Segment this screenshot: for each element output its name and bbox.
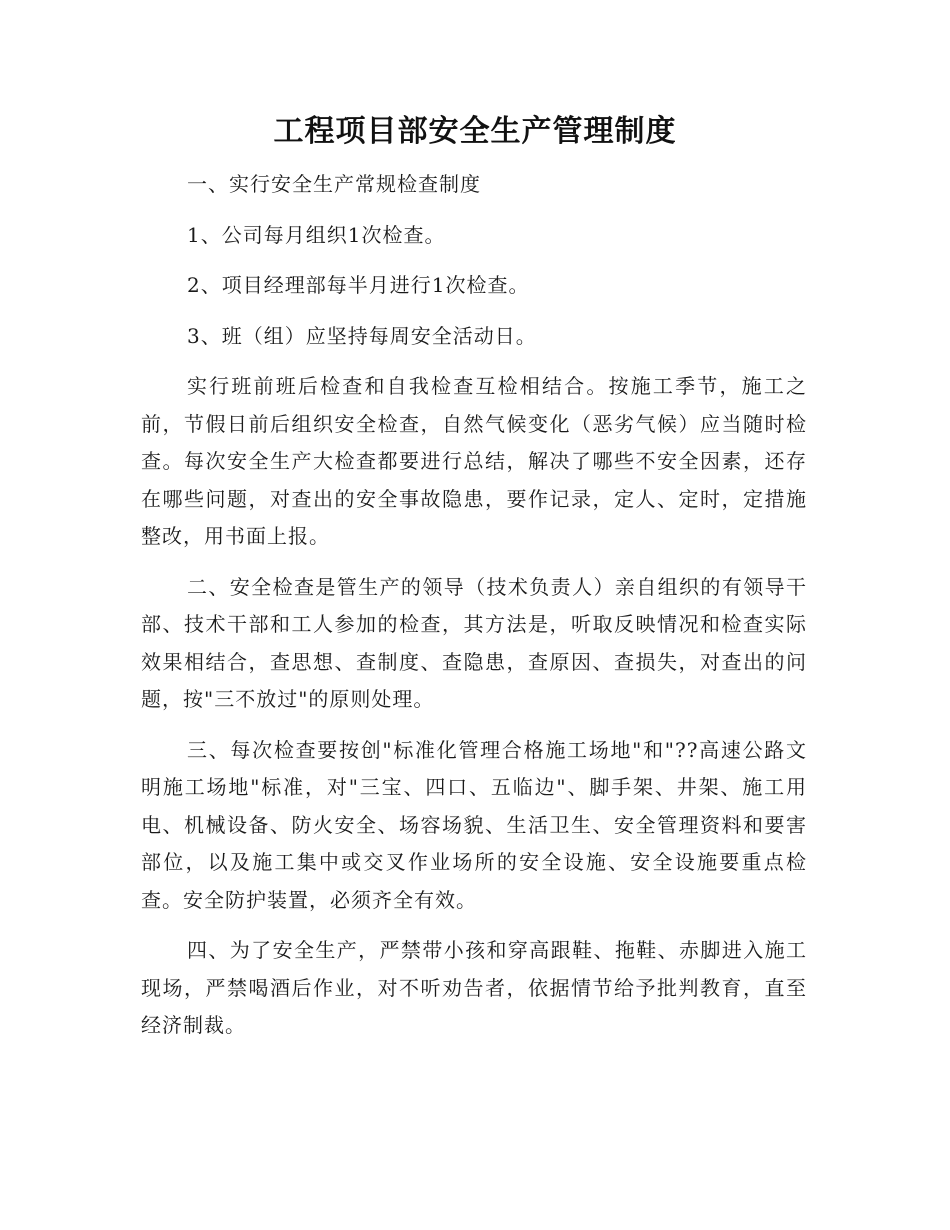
list-item-3: 3、班（组）应坚持每周安全活动日。 xyxy=(187,323,537,348)
document-title: 工程项目部安全生产管理制度 xyxy=(273,114,677,149)
paragraph-inspection-practice: 实行班前班后检查和自我检查互检相结合。按施工季节，施工之前，节假日前后组织安全检查，自然气候变化（恶劣气候）应当随时检查。每次安全生产大检查都要进行总结，解决了哪些不安全因素，还存在哪些问题，对查出的安全事故隐患，要作记录，定人、定时，定措施整改，用书面上报。 xyxy=(141,374,807,548)
list-item-2: 2、项目经理部每半月进行1次检查。 xyxy=(187,273,530,297)
section-3-paragraph: 三、每次检查要按创"标准化管理合格施工场地"和"??高速公路文明施工场地"标准，对"三宝、四口、五临边"、脚手架、井架、施工用电、机械设备、防火安全、场容场貌、生活卫生、安全管理资料和要害部位，以及施工集中或交叉作业场所的安全设施、安全设施要重点检查。安全防护装置，必须齐全有效。 xyxy=(141,737,807,912)
section-heading-1: 一、实行安全生产常规检查制度 xyxy=(187,172,481,196)
section-2-paragraph: 二、安全检查是管生产的领导（技术负责人）亲自组织的有领导干部、技术干部和工人参加的检查，其方法是，听取反映情况和检查实际效果相结合，查思想、查制度、查隐患，查原因、查损失，对查出的问题，按"三不放过"的原则处理。 xyxy=(141,574,807,711)
section-4-paragraph: 四、为了安全生产，严禁带小孩和穿高跟鞋、拖鞋、赤脚进入施工现场，严禁喝酒后作业，对不听劝告者，依据情节给予批判教育，直至经济制裁。 xyxy=(141,938,807,1037)
list-item-1: 1、公司每月组织1次检查。 xyxy=(187,222,446,247)
document-body xyxy=(141,166,807,1058)
